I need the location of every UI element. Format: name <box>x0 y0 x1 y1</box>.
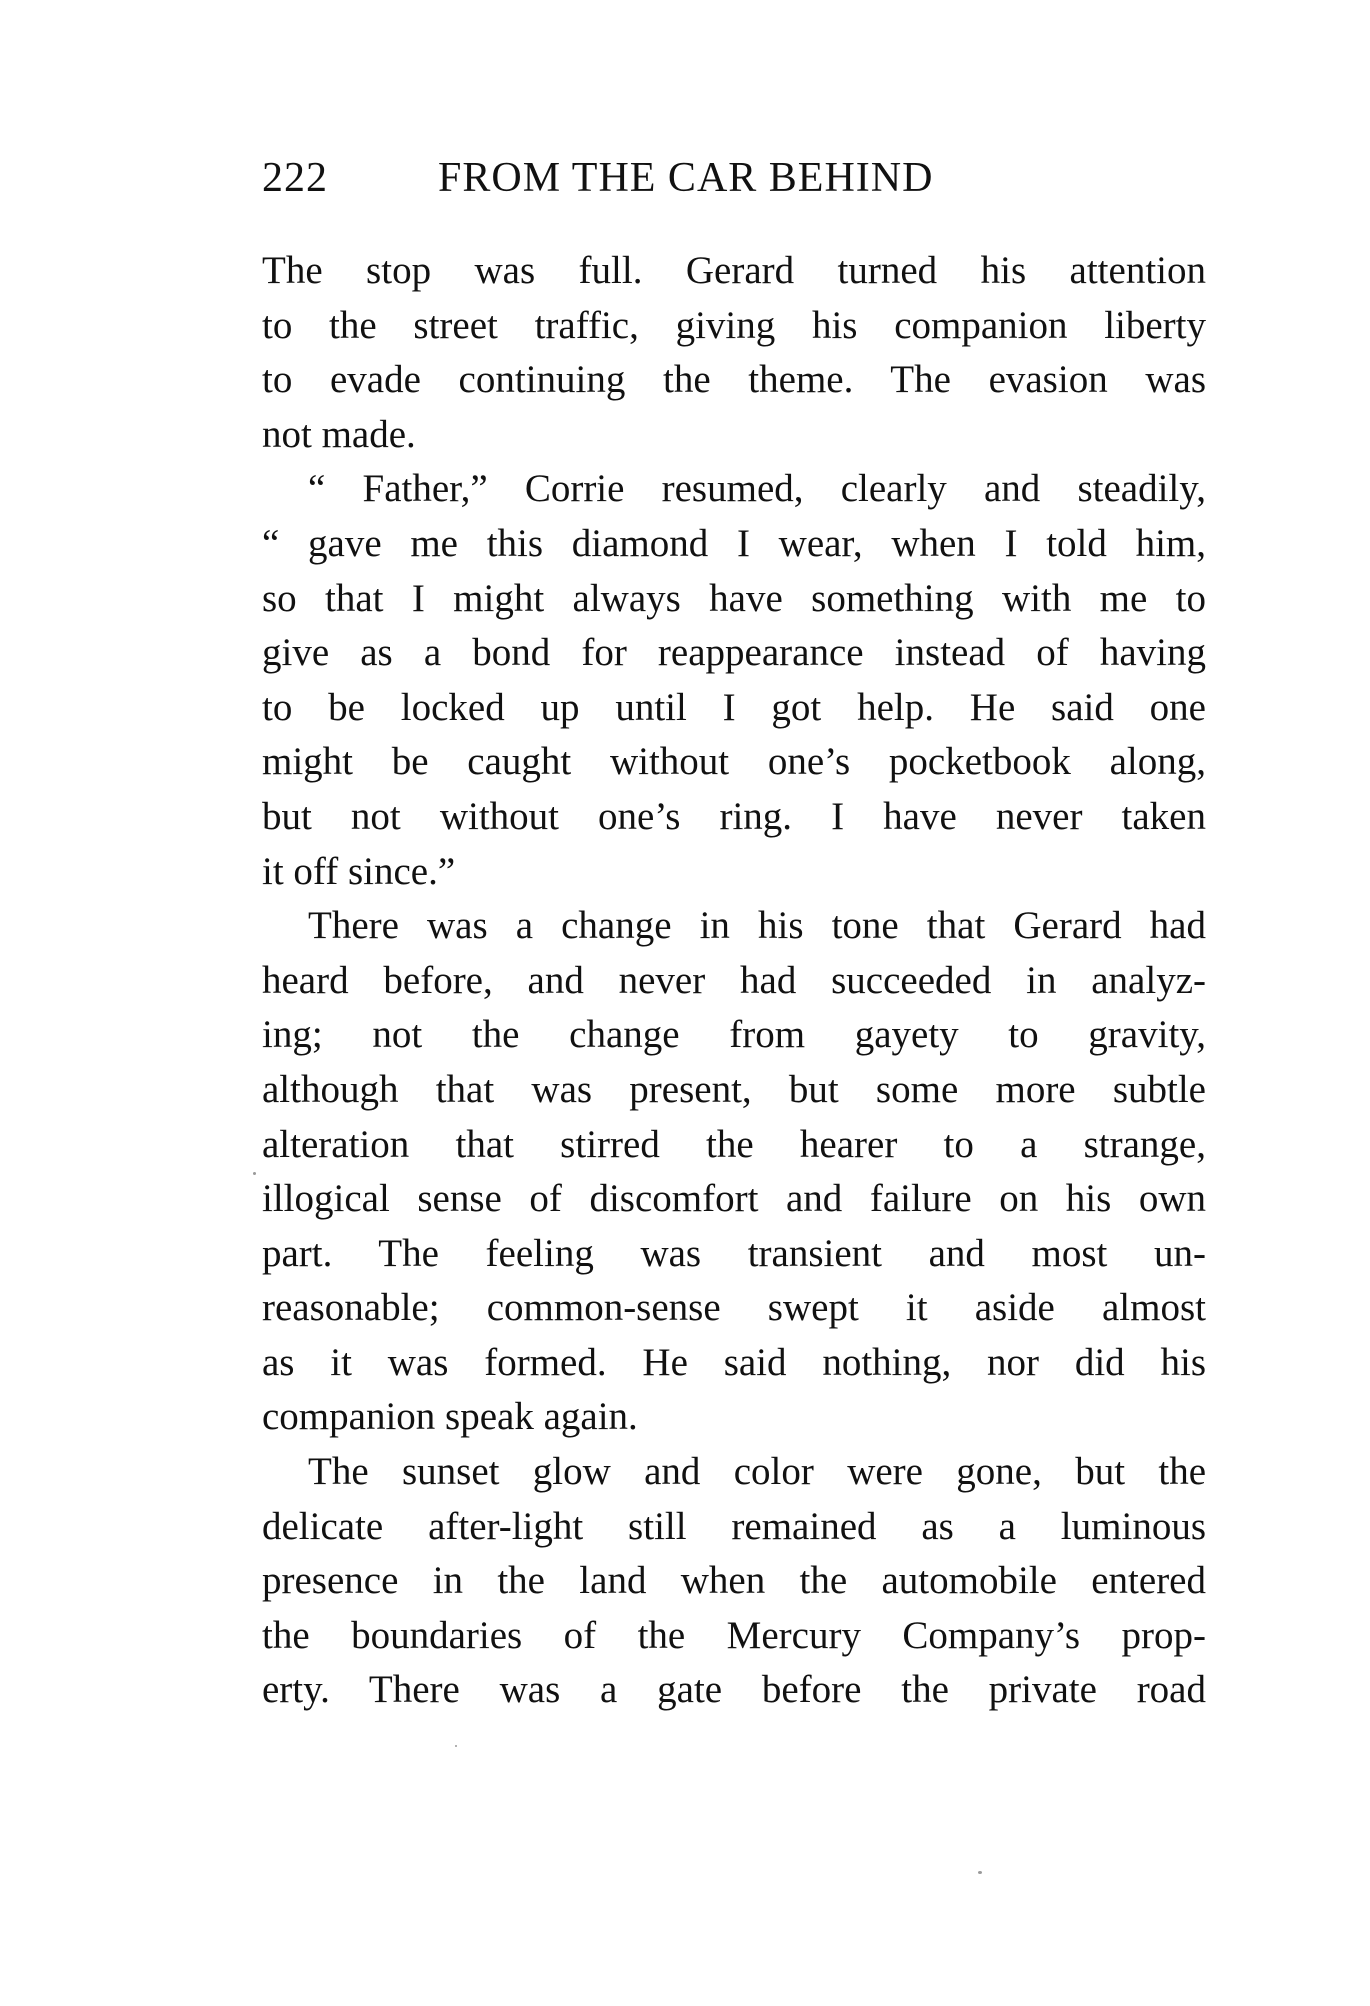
scan-speck <box>455 1745 457 1747</box>
text-line: it off since.” <box>262 849 456 893</box>
text-line: reasonable; common-sense swept it aside almost <box>262 1286 1206 1330</box>
body-text <box>262 244 1206 1718</box>
text-line: “ Father,” Corrie resumed, clearly and steadily, <box>308 467 1206 511</box>
text-line: “ gave me this diamond I wear, when I told him, <box>262 521 1206 565</box>
page-number: 222 <box>262 155 328 201</box>
scan-speck <box>978 1871 982 1874</box>
text-line: heard before, and never had succeeded in analyz- <box>262 958 1206 1002</box>
text-line: as it was formed. He said nothing, nor did his <box>262 1340 1206 1384</box>
text-line: alteration that stirred the hearer to a strange, <box>262 1122 1206 1166</box>
text-line: might be caught without one’s pocketbook along, <box>262 740 1206 784</box>
text-line: so that I might always have something with me to <box>262 576 1206 620</box>
running-head <box>262 148 1022 208</box>
text-line: ing; not the change from gayety to gravity, <box>262 1013 1206 1057</box>
scan-speck <box>253 1172 256 1175</box>
text-line: give as a bond for reappearance instead of having <box>262 631 1206 675</box>
text-line: but not without one’s ring. I have never taken <box>262 794 1206 838</box>
text-line: to evade continuing the theme. The evasion was <box>262 358 1206 402</box>
text-line: the boundaries of the Mercury Company’s prop- <box>262 1613 1206 1657</box>
text-line: to be locked up until I got help. He said one <box>262 685 1206 729</box>
text-line: not made. <box>262 412 416 456</box>
text-line: companion speak again. <box>262 1395 638 1439</box>
text-line: part. The feeling was transient and most un- <box>262 1231 1206 1275</box>
text-line: There was a change in his tone that Gerard had <box>308 904 1206 948</box>
text-line: The sunset glow and color were gone, but the <box>308 1450 1206 1494</box>
text-line: although that was present, but some more subtle <box>262 1067 1206 1111</box>
text-line: The stop was full. Gerard turned his attention <box>262 249 1206 292</box>
text-line: to the street traffic, giving his companion liberty <box>262 303 1206 347</box>
text-line: delicate after-light still remained as a luminous <box>262 1504 1206 1548</box>
text-line: illogical sense of discomfort and failure on his own <box>262 1177 1206 1221</box>
text-line: presence in the land when the automobile entered <box>262 1559 1206 1603</box>
text-line: erty. There was a gate before the private road <box>262 1668 1206 1712</box>
running-title: FROM THE CAR BEHIND <box>438 155 934 201</box>
